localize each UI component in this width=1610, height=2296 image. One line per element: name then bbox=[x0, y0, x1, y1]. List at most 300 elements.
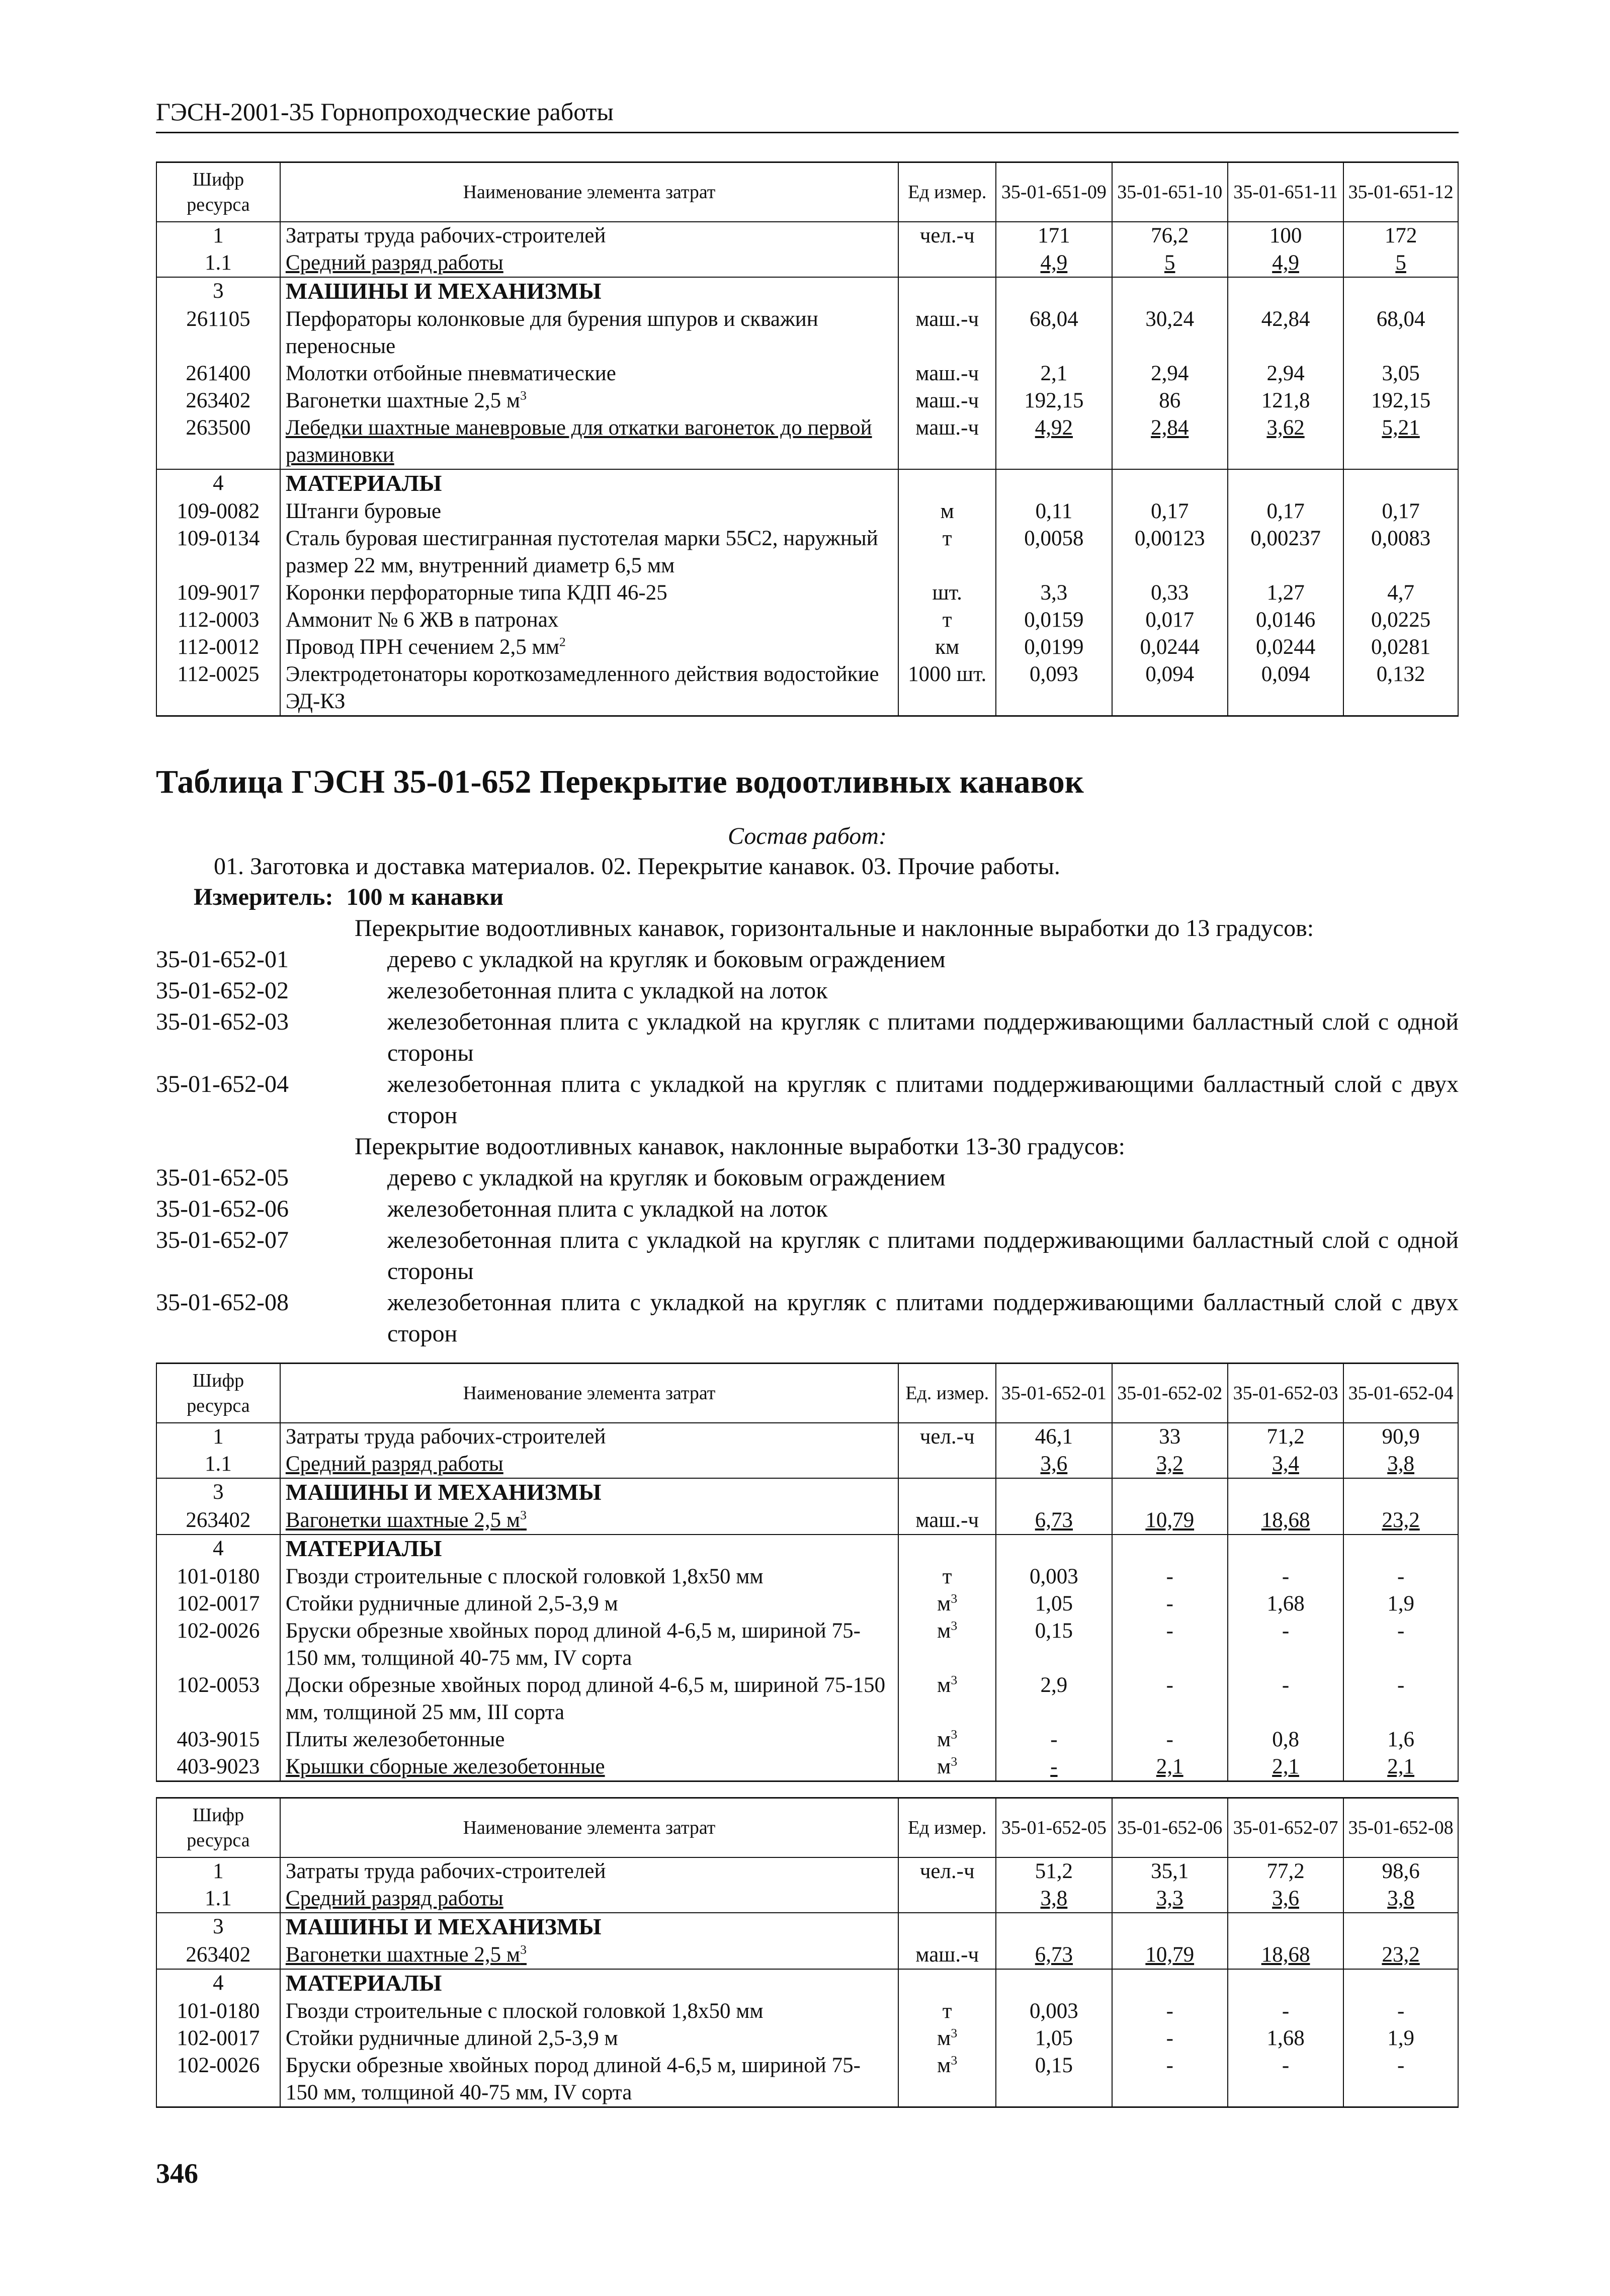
section-row bbox=[156, 1913, 1458, 1941]
unit-cell: чел.-ч bbox=[898, 1423, 996, 1451]
resource-name bbox=[280, 1941, 898, 1969]
variant-code: 35-01-652-08 bbox=[156, 1289, 289, 1316]
resource-name bbox=[280, 469, 898, 498]
value-cell: 1,68 bbox=[1228, 2025, 1343, 2052]
unit-cell: $м^3$ bbox=[898, 1672, 996, 1726]
value-cell bbox=[1228, 1969, 1343, 1998]
column-header-code: Шифр ресурса bbox=[156, 1798, 280, 1858]
resource-code: 112-0012 bbox=[156, 634, 280, 661]
table-row bbox=[156, 1563, 1458, 1590]
column-header-norm: 35-01-651-09 bbox=[996, 162, 1112, 222]
resource-code: 102-0053 bbox=[156, 1672, 280, 1726]
resource-name-text: Средний разряд работы bbox=[285, 1887, 503, 1910]
value-cell: 98,6 bbox=[1343, 1857, 1458, 1885]
value-cell: 1,6 bbox=[1343, 1726, 1458, 1753]
value-cell bbox=[1228, 277, 1343, 306]
resource-name-text: Бруски обрезные хвойных пород длиной 4-6,5 м, шириной 75-150 мм, толщиной 40-75 мм, IV сорта bbox=[285, 1619, 861, 1670]
resource-name bbox=[280, 1726, 898, 1753]
value-cell bbox=[996, 1478, 1112, 1507]
value-cell: - bbox=[1228, 1998, 1343, 2025]
value-cell: 172 bbox=[1343, 222, 1458, 249]
resource-code: 109-0134 bbox=[156, 525, 280, 579]
value-cell: 100 bbox=[1228, 222, 1343, 249]
value-cell: 3,62 bbox=[1228, 414, 1343, 469]
resource-name bbox=[280, 1590, 898, 1618]
value-cell: 0,11 bbox=[996, 498, 1112, 525]
table-row bbox=[156, 579, 1458, 607]
resource-code: 112-0025 bbox=[156, 661, 280, 716]
unit-cell bbox=[898, 1535, 996, 1563]
value-cell: 2,1 bbox=[996, 360, 1112, 387]
resource-name-text: Плиты железобетонные bbox=[285, 1728, 505, 1751]
value-cell: 0,132 bbox=[1343, 661, 1458, 716]
section-row bbox=[156, 1478, 1458, 1507]
unit-cell bbox=[898, 1913, 996, 1941]
resource-name bbox=[280, 222, 898, 249]
value-cell bbox=[1228, 1535, 1343, 1563]
value-cell: 0,0225 bbox=[1343, 607, 1458, 634]
variant-text: железобетонная плита с укладкой на кругляк с плитами поддерживающими балластный слой с двух сторон bbox=[387, 1289, 1459, 1347]
resource-name-text: Стойки рудничные длиной 2,5-3,9 м bbox=[285, 1592, 618, 1615]
resource-name bbox=[280, 1998, 898, 2025]
resource-name-text: Штанги буровые bbox=[285, 499, 442, 523]
resource-name-text: Электродетонаторы короткозамедленного действия водостойкие ЭД-КЗ bbox=[285, 662, 879, 713]
value-cell bbox=[1343, 1535, 1458, 1563]
unit-cell bbox=[898, 469, 996, 498]
meter-label: Измеритель: bbox=[194, 884, 333, 910]
superscript: 3 bbox=[520, 1507, 527, 1522]
resource-code: 101-0180 bbox=[156, 1563, 280, 1590]
value-cell: 68,04 bbox=[996, 306, 1112, 360]
resource-code: 1.1 bbox=[156, 1451, 280, 1478]
table-row bbox=[156, 1618, 1458, 1672]
resource-name-text: Средний разряд работы bbox=[285, 1452, 503, 1476]
superscript: 3 bbox=[951, 2053, 958, 2068]
column-header-norm: 35-01-652-05 bbox=[996, 1798, 1112, 1858]
value-cell: 30,24 bbox=[1112, 306, 1228, 360]
superscript: 3 bbox=[951, 1727, 958, 1742]
resource-code: 102-0017 bbox=[156, 2025, 280, 2052]
resource-name-text: Затраты труда рабочих-строителей bbox=[285, 224, 606, 247]
resource-name-text: Вагонетки шахтные 2,5 $м^3$ bbox=[285, 388, 527, 412]
value-cell: 0,15 bbox=[996, 2052, 1112, 2107]
variant-text: железобетонная плита с укладкой на кругляк с плитами поддерживающими балластный слой с одной стороны bbox=[387, 1008, 1459, 1066]
value-cell: 51,2 bbox=[996, 1857, 1112, 1885]
value-cell: 68,04 bbox=[1343, 306, 1458, 360]
variant-item bbox=[156, 975, 1459, 1006]
column-header-unit: Ед измер. bbox=[898, 162, 996, 222]
resource-name bbox=[280, 387, 898, 414]
resource-name bbox=[280, 306, 898, 360]
value-cell: 0,17 bbox=[1343, 498, 1458, 525]
value-cell bbox=[1343, 1478, 1458, 1507]
value-cell: 0,0083 bbox=[1343, 525, 1458, 579]
column-header-norm: 35-01-652-01 bbox=[996, 1364, 1112, 1423]
unit-cell: т bbox=[898, 1998, 996, 2025]
value-cell: 42,84 bbox=[1228, 306, 1343, 360]
resource-code: 102-0017 bbox=[156, 1590, 280, 1618]
resource-name-text: Перфораторы колонковые для бурения шпуров и скважин переносные bbox=[285, 307, 818, 358]
value-cell: 0,15 bbox=[996, 1618, 1112, 1672]
value-cell: - bbox=[1228, 1672, 1343, 1726]
superscript: 3 bbox=[951, 2025, 958, 2040]
value-cell bbox=[996, 1535, 1112, 1563]
column-header-name: Наименование элемента затрат bbox=[280, 162, 898, 222]
value-cell bbox=[1343, 469, 1458, 498]
variant-text: железобетонная плита с укладкой на кругляк с плитами поддерживающими балластный слой с двух сторон bbox=[387, 1071, 1459, 1129]
unit-cell: $м^3$ bbox=[898, 1618, 996, 1672]
value-cell: - bbox=[1112, 2052, 1228, 2107]
superscript: 3 bbox=[520, 388, 527, 403]
column-header-name: Наименование элемента затрат bbox=[280, 1798, 898, 1858]
unit-cell: $м^3$ bbox=[898, 1590, 996, 1618]
value-cell: 1,9 bbox=[1343, 1590, 1458, 1618]
column-header-norm: 35-01-651-11 bbox=[1228, 162, 1343, 222]
resource-name-text: Бруски обрезные хвойных пород длиной 4-6,5 м, шириной 75-150 мм, толщиной 40-75 мм, IV сорта bbox=[285, 2054, 861, 2104]
value-cell: 5,21 bbox=[1343, 414, 1458, 469]
value-cell bbox=[1112, 1535, 1228, 1563]
resource-name bbox=[280, 2025, 898, 2052]
table-row bbox=[156, 2025, 1458, 2052]
variant-text: железобетонная плита с укладкой на лоток bbox=[387, 977, 828, 1004]
value-cell: 0,33 bbox=[1112, 579, 1228, 607]
value-cell: 0,0058 bbox=[996, 525, 1112, 579]
unit-cell: маш.-ч bbox=[898, 414, 996, 469]
value-cell: 2,94 bbox=[1228, 360, 1343, 387]
value-cell: 18,68 bbox=[1228, 1941, 1343, 1969]
variant-item bbox=[156, 1069, 1459, 1131]
variant-code: 35-01-652-06 bbox=[156, 1196, 289, 1222]
resource-name bbox=[280, 498, 898, 525]
value-cell bbox=[1112, 469, 1228, 498]
value-cell: 1,68 bbox=[1228, 1590, 1343, 1618]
resource-name bbox=[280, 1857, 898, 1885]
value-cell bbox=[1228, 1478, 1343, 1507]
value-cell bbox=[996, 469, 1112, 498]
unit-cell: м bbox=[898, 498, 996, 525]
value-cell: 10,79 bbox=[1112, 1507, 1228, 1535]
value-cell: - bbox=[1343, 1618, 1458, 1672]
document-page bbox=[156, 96, 1459, 2108]
value-cell: 2,1 bbox=[1228, 1753, 1343, 1781]
unit-cell: маш.-ч bbox=[898, 387, 996, 414]
superscript: 3 bbox=[951, 1672, 958, 1687]
variant-item bbox=[156, 1194, 1459, 1225]
value-cell: 3,8 bbox=[1343, 1885, 1458, 1913]
resource-code: 102-0026 bbox=[156, 1618, 280, 1672]
table-row bbox=[156, 1885, 1458, 1913]
value-cell bbox=[996, 1969, 1112, 1998]
value-cell bbox=[1343, 1913, 1458, 1941]
resource-name-text: Аммонит № 6 ЖВ в патронах bbox=[285, 608, 559, 632]
value-cell bbox=[1112, 1969, 1228, 1998]
value-cell: 5 bbox=[1112, 249, 1228, 277]
value-cell: 46,1 bbox=[996, 1423, 1112, 1451]
resource-code: 263500 bbox=[156, 414, 280, 469]
resource-name bbox=[280, 360, 898, 387]
variant-code: 35-01-652-07 bbox=[156, 1227, 289, 1253]
value-cell: - bbox=[1112, 1672, 1228, 1726]
value-cell: 6,73 bbox=[996, 1507, 1112, 1535]
resource-code: 102-0026 bbox=[156, 2052, 280, 2107]
resource-code: 263402 bbox=[156, 1941, 280, 1969]
value-cell: 4,9 bbox=[1228, 249, 1343, 277]
resource-name-text: Стойки рудничные длиной 2,5-3,9 м bbox=[285, 2026, 618, 2050]
value-cell: 0,094 bbox=[1112, 661, 1228, 716]
unit-cell bbox=[898, 277, 996, 306]
resource-code: 3 bbox=[156, 277, 280, 306]
value-cell: - bbox=[1112, 1563, 1228, 1590]
value-cell: 0,003 bbox=[996, 1998, 1112, 2025]
unit-cell bbox=[898, 249, 996, 277]
value-cell: 3,6 bbox=[996, 1451, 1112, 1478]
table-row bbox=[156, 1726, 1458, 1753]
value-cell: 0,8 bbox=[1228, 1726, 1343, 1753]
resource-name-text: Вагонетки шахтные 2,5 $м^3$ bbox=[285, 1507, 527, 1532]
value-cell: - bbox=[1112, 1618, 1228, 1672]
variant-text: дерево с укладкой на кругляк и боковым ограждением bbox=[387, 946, 946, 973]
value-cell: 2,84 bbox=[1112, 414, 1228, 469]
column-header-norm: 35-01-652-06 bbox=[1112, 1798, 1228, 1858]
value-cell: 5 bbox=[1343, 249, 1458, 277]
resource-code: 3 bbox=[156, 1478, 280, 1507]
value-cell: 1,05 bbox=[996, 2025, 1112, 2052]
table-row bbox=[156, 634, 1458, 661]
value-cell: 3,8 bbox=[996, 1885, 1112, 1913]
running-header: ГЭСН-2001-35 Горнопроходческие работы bbox=[156, 96, 1459, 133]
value-cell: 77,2 bbox=[1228, 1857, 1343, 1885]
resource-name bbox=[280, 1451, 898, 1478]
value-cell bbox=[1343, 1969, 1458, 1998]
value-cell: 35,1 bbox=[1112, 1857, 1228, 1885]
value-cell: 0,093 bbox=[996, 661, 1112, 716]
value-cell: 3,3 bbox=[996, 579, 1112, 607]
value-cell: 23,2 bbox=[1343, 1507, 1458, 1535]
value-cell: 1,27 bbox=[1228, 579, 1343, 607]
table-row bbox=[156, 1507, 1458, 1535]
unit-cell: км bbox=[898, 634, 996, 661]
value-cell: 2,9 bbox=[996, 1672, 1112, 1726]
value-cell: 3,4 bbox=[1228, 1451, 1343, 1478]
unit-cell: маш.-ч bbox=[898, 1941, 996, 1969]
table-row bbox=[156, 1753, 1458, 1781]
value-cell: - bbox=[1112, 1998, 1228, 2025]
value-cell bbox=[996, 277, 1112, 306]
section-heading: МАШИНЫ И МЕХАНИЗМЫ bbox=[285, 278, 602, 304]
table-row bbox=[156, 1941, 1458, 1969]
table-header-row bbox=[156, 1364, 1458, 1423]
resource-code: 1 bbox=[156, 1423, 280, 1451]
unit-cell: $м^3$ bbox=[898, 1753, 996, 1781]
variant-item bbox=[156, 1287, 1459, 1349]
value-cell: 3,3 bbox=[1112, 1885, 1228, 1913]
table-row bbox=[156, 387, 1458, 414]
section-row bbox=[156, 469, 1458, 498]
value-cell: 0,17 bbox=[1112, 498, 1228, 525]
table-row bbox=[156, 1857, 1458, 1885]
unit-cell: т bbox=[898, 525, 996, 579]
value-cell bbox=[1343, 277, 1458, 306]
table-row bbox=[156, 222, 1458, 249]
value-cell: - bbox=[1112, 1726, 1228, 1753]
resource-table-651 bbox=[156, 161, 1459, 717]
value-cell: 76,2 bbox=[1112, 222, 1228, 249]
superscript: 3 bbox=[951, 1591, 958, 1606]
value-cell: 6,73 bbox=[996, 1941, 1112, 1969]
superscript: 2 bbox=[559, 634, 566, 649]
value-cell: - bbox=[1343, 1998, 1458, 2025]
column-header-norm: 35-01-651-10 bbox=[1112, 162, 1228, 222]
value-cell: 1,05 bbox=[996, 1590, 1112, 1618]
table-row bbox=[156, 1590, 1458, 1618]
section-heading: МАШИНЫ И МЕХАНИЗМЫ bbox=[285, 1914, 602, 1939]
value-cell: - bbox=[996, 1753, 1112, 1781]
resource-name-text: Средний разряд работы bbox=[285, 251, 503, 275]
resource-code: 403-9023 bbox=[156, 1753, 280, 1781]
unit-cell: маш.-ч bbox=[898, 360, 996, 387]
unit-cell: шт. bbox=[898, 579, 996, 607]
table-row bbox=[156, 661, 1458, 716]
column-header-norm: 35-01-652-07 bbox=[1228, 1798, 1343, 1858]
value-cell: - bbox=[1343, 2052, 1458, 2107]
table-header-row bbox=[156, 162, 1458, 222]
resource-code: 4 bbox=[156, 1969, 280, 1998]
value-cell: 0,003 bbox=[996, 1563, 1112, 1590]
section-row bbox=[156, 1535, 1458, 1563]
resource-name-text: Коронки перфораторные типа КДП 46-25 bbox=[285, 581, 667, 605]
table-header-row bbox=[156, 1798, 1458, 1858]
value-cell: - bbox=[1228, 1563, 1343, 1590]
value-cell: 18,68 bbox=[1228, 1507, 1343, 1535]
value-cell: - bbox=[1112, 1590, 1228, 1618]
unit-cell: $м^3$ bbox=[898, 2052, 996, 2107]
section-row bbox=[156, 277, 1458, 306]
resource-name bbox=[280, 1535, 898, 1563]
column-header-norm: 35-01-652-04 bbox=[1343, 1364, 1458, 1423]
value-cell bbox=[1112, 1478, 1228, 1507]
value-cell: 3,8 bbox=[1343, 1451, 1458, 1478]
value-cell: 23,2 bbox=[1343, 1941, 1458, 1969]
variant-code: 35-01-652-02 bbox=[156, 977, 289, 1004]
variant-item bbox=[156, 1162, 1459, 1194]
value-cell: 0,17 bbox=[1228, 498, 1343, 525]
unit-cell bbox=[898, 1969, 996, 1998]
column-header-norm: 35-01-652-08 bbox=[1343, 1798, 1458, 1858]
superscript: 3 bbox=[951, 1754, 958, 1769]
resource-name bbox=[280, 1913, 898, 1941]
column-header-norm: 35-01-651-12 bbox=[1343, 162, 1458, 222]
resource-name-text: Вагонетки шахтные 2,5 $м^3$ bbox=[285, 1942, 527, 1967]
table-row bbox=[156, 306, 1458, 360]
resource-name-text: Гвозди строительные с плоской головкой 1,8x50 мм bbox=[285, 1565, 764, 1588]
page-number: 346 bbox=[156, 2158, 198, 2189]
resource-name bbox=[280, 1753, 898, 1781]
column-header-name: Наименование элемента затрат bbox=[280, 1364, 898, 1423]
value-cell: - bbox=[1112, 2025, 1228, 2052]
value-cell: 2,1 bbox=[1343, 1753, 1458, 1781]
value-cell: - bbox=[996, 1726, 1112, 1753]
resource-name bbox=[280, 1618, 898, 1672]
value-cell: 2,1 bbox=[1112, 1753, 1228, 1781]
resource-code: 4 bbox=[156, 469, 280, 498]
table-row bbox=[156, 360, 1458, 387]
value-cell: 4,7 bbox=[1343, 579, 1458, 607]
resource-name bbox=[280, 414, 898, 469]
resource-name bbox=[280, 1969, 898, 1998]
value-cell: 0,0199 bbox=[996, 634, 1112, 661]
table-row bbox=[156, 249, 1458, 277]
value-cell bbox=[1112, 1913, 1228, 1941]
unit-cell bbox=[898, 1885, 996, 1913]
resource-code: 101-0180 bbox=[156, 1998, 280, 2025]
resource-table-652-01-04 bbox=[156, 1363, 1459, 1782]
value-cell: 71,2 bbox=[1228, 1423, 1343, 1451]
resource-code: 1.1 bbox=[156, 1885, 280, 1913]
meter-value: 100 м канавки bbox=[346, 884, 503, 910]
variant-group-heading: Перекрытие водоотливных канавок, горизонтальные и наклонные выработки до 13 градусов: bbox=[355, 915, 1314, 942]
resource-name-text: Молотки отбойные пневматические bbox=[285, 362, 616, 385]
resource-name bbox=[280, 1478, 898, 1507]
value-cell bbox=[1228, 469, 1343, 498]
resource-name bbox=[280, 525, 898, 579]
value-cell: 33 bbox=[1112, 1423, 1228, 1451]
column-header-norm: 35-01-652-02 bbox=[1112, 1364, 1228, 1423]
variant-group-heading: Перекрытие водоотливных канавок, наклонные выработки 13-30 градусов: bbox=[355, 1133, 1126, 1160]
unit-cell: $м^3$ bbox=[898, 1726, 996, 1753]
resource-name-text: Сталь буровая шестигранная пустотелая марки 55С2, наружный размер 22 мм, внутренний диаметр 6,5 мм bbox=[285, 527, 878, 577]
value-cell: 0,017 bbox=[1112, 607, 1228, 634]
value-cell: 4,92 bbox=[996, 414, 1112, 469]
table-row bbox=[156, 1672, 1458, 1726]
resource-name bbox=[280, 1563, 898, 1590]
meter bbox=[156, 882, 1459, 913]
value-cell: - bbox=[1228, 1618, 1343, 1672]
column-header-norm: 35-01-652-03 bbox=[1228, 1364, 1343, 1423]
unit-cell: маш.-ч bbox=[898, 1507, 996, 1535]
resource-code: 263402 bbox=[156, 387, 280, 414]
resource-code: 109-9017 bbox=[156, 579, 280, 607]
value-cell: 171 bbox=[996, 222, 1112, 249]
value-cell: - bbox=[1343, 1563, 1458, 1590]
resource-code: 261400 bbox=[156, 360, 280, 387]
value-cell: 86 bbox=[1112, 387, 1228, 414]
resource-code: 263402 bbox=[156, 1507, 280, 1535]
column-header-unit: Ед измер. bbox=[898, 1798, 996, 1858]
resource-code: 112-0003 bbox=[156, 607, 280, 634]
value-cell: - bbox=[1343, 1672, 1458, 1726]
unit-cell bbox=[898, 1451, 996, 1478]
section-heading: МАТЕРИАЛЫ bbox=[285, 1536, 442, 1561]
resource-name-text: Доски обрезные хвойных пород длиной 4-6,5 м, шириной 75-150 мм, толщиной 25 мм, III сорта bbox=[285, 1673, 886, 1724]
variant-text: железобетонная плита с укладкой на лоток bbox=[387, 1196, 828, 1222]
value-cell: 0,0159 bbox=[996, 607, 1112, 634]
resource-name bbox=[280, 277, 898, 306]
value-cell: 192,15 bbox=[1343, 387, 1458, 414]
value-cell: 0,00237 bbox=[1228, 525, 1343, 579]
table-row bbox=[156, 414, 1458, 469]
variant-code: 35-01-652-03 bbox=[156, 1008, 289, 1035]
resource-name bbox=[280, 1507, 898, 1535]
section-heading: МАШИНЫ И МЕХАНИЗМЫ bbox=[285, 1479, 602, 1505]
resource-name bbox=[280, 634, 898, 661]
unit-cell bbox=[898, 1478, 996, 1507]
column-header-code: Шифр ресурса bbox=[156, 1364, 280, 1423]
value-cell bbox=[996, 1913, 1112, 1941]
variant-text: железобетонная плита с укладкой на кругляк с плитами поддерживающими балластный слой с одной стороны bbox=[387, 1227, 1459, 1285]
unit-cell: т bbox=[898, 1563, 996, 1590]
resource-name bbox=[280, 1672, 898, 1726]
value-cell bbox=[1228, 1913, 1343, 1941]
